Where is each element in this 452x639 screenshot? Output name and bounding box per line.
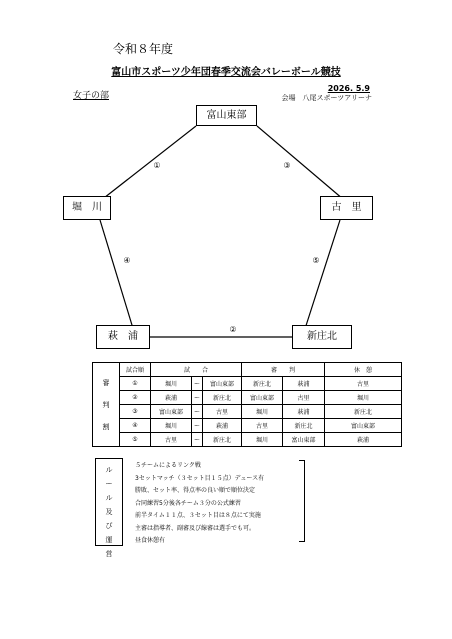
table-header-row — [93, 363, 402, 377]
rule-item: 昼食休憩有 — [135, 537, 166, 544]
table-row: ① 堀川 ー 富山東部 新庄北 萩浦 古里 — [93, 377, 402, 391]
match-number-1: ① — [153, 161, 161, 170]
referee-side-label: 審 判 割 — [93, 363, 120, 447]
rules-label-box: ル ー ル 及 び 運 営 — [95, 458, 123, 546]
rule-item: 主審は指導者、副審及び線審は選手でも可。 — [135, 524, 256, 532]
header-rest: 休 憩 — [325, 363, 402, 377]
team-shinjokita: 新庄北 — [292, 325, 352, 349]
header-order: 試合順 — [120, 363, 151, 377]
match-number-2: ② — [229, 325, 237, 334]
rules-list — [135, 460, 264, 548]
match-number-5: ⑤ — [312, 256, 320, 265]
team-toyama-tobu: 富山東部 — [196, 105, 257, 126]
table-row: ④ 堀川 ー 萩浦 古里 新庄北 富山東部 — [93, 419, 402, 433]
header-match: 試 合 — [151, 363, 242, 377]
table-row: ③ 富山東部 ー 古里 堀川 萩浦 新庄北 — [93, 405, 402, 419]
fiscal-year: 令和８年度 — [113, 42, 174, 56]
rule-item: 勝敗、セット率、得点率の良い順で順位決定 — [135, 487, 256, 494]
match-number-3: ③ — [283, 161, 291, 170]
rule-item: 合同練習5分後各チーム３分の公式練習 — [135, 499, 241, 507]
rule-item: 3セットマッチ（３セット目１５点）デュース有 — [135, 474, 265, 482]
page-title: 富山市スポーツ少年団春季交流会バレーボール競技 — [111, 67, 341, 78]
rules-bracket — [299, 460, 305, 542]
table-row: ⑤ 古里 ー 新庄北 堀川 富山東部 萩浦 — [93, 433, 402, 447]
match-number-4: ④ — [123, 256, 131, 265]
table-row: ② 萩浦 ー 新庄北 富山東部 古里 堀川 — [93, 391, 402, 405]
division-label: 女子の部 — [73, 91, 110, 101]
event-date: 2026. 5.9 — [327, 84, 370, 93]
header-referee: 審 判 — [242, 363, 325, 377]
team-furusato: 古 里 — [320, 196, 373, 220]
referee-schedule-table — [92, 362, 402, 447]
event-venue: 会場 八尾スポーツアリーナ — [281, 94, 372, 102]
team-hagiura: 萩 浦 — [96, 325, 150, 349]
rule-item: 前半タイム１１点、３セット目は８点にて実施 — [135, 512, 261, 519]
team-horikawa: 堀 川 — [63, 196, 111, 220]
rule-item: ５チームによるリンク戦 — [135, 462, 201, 469]
